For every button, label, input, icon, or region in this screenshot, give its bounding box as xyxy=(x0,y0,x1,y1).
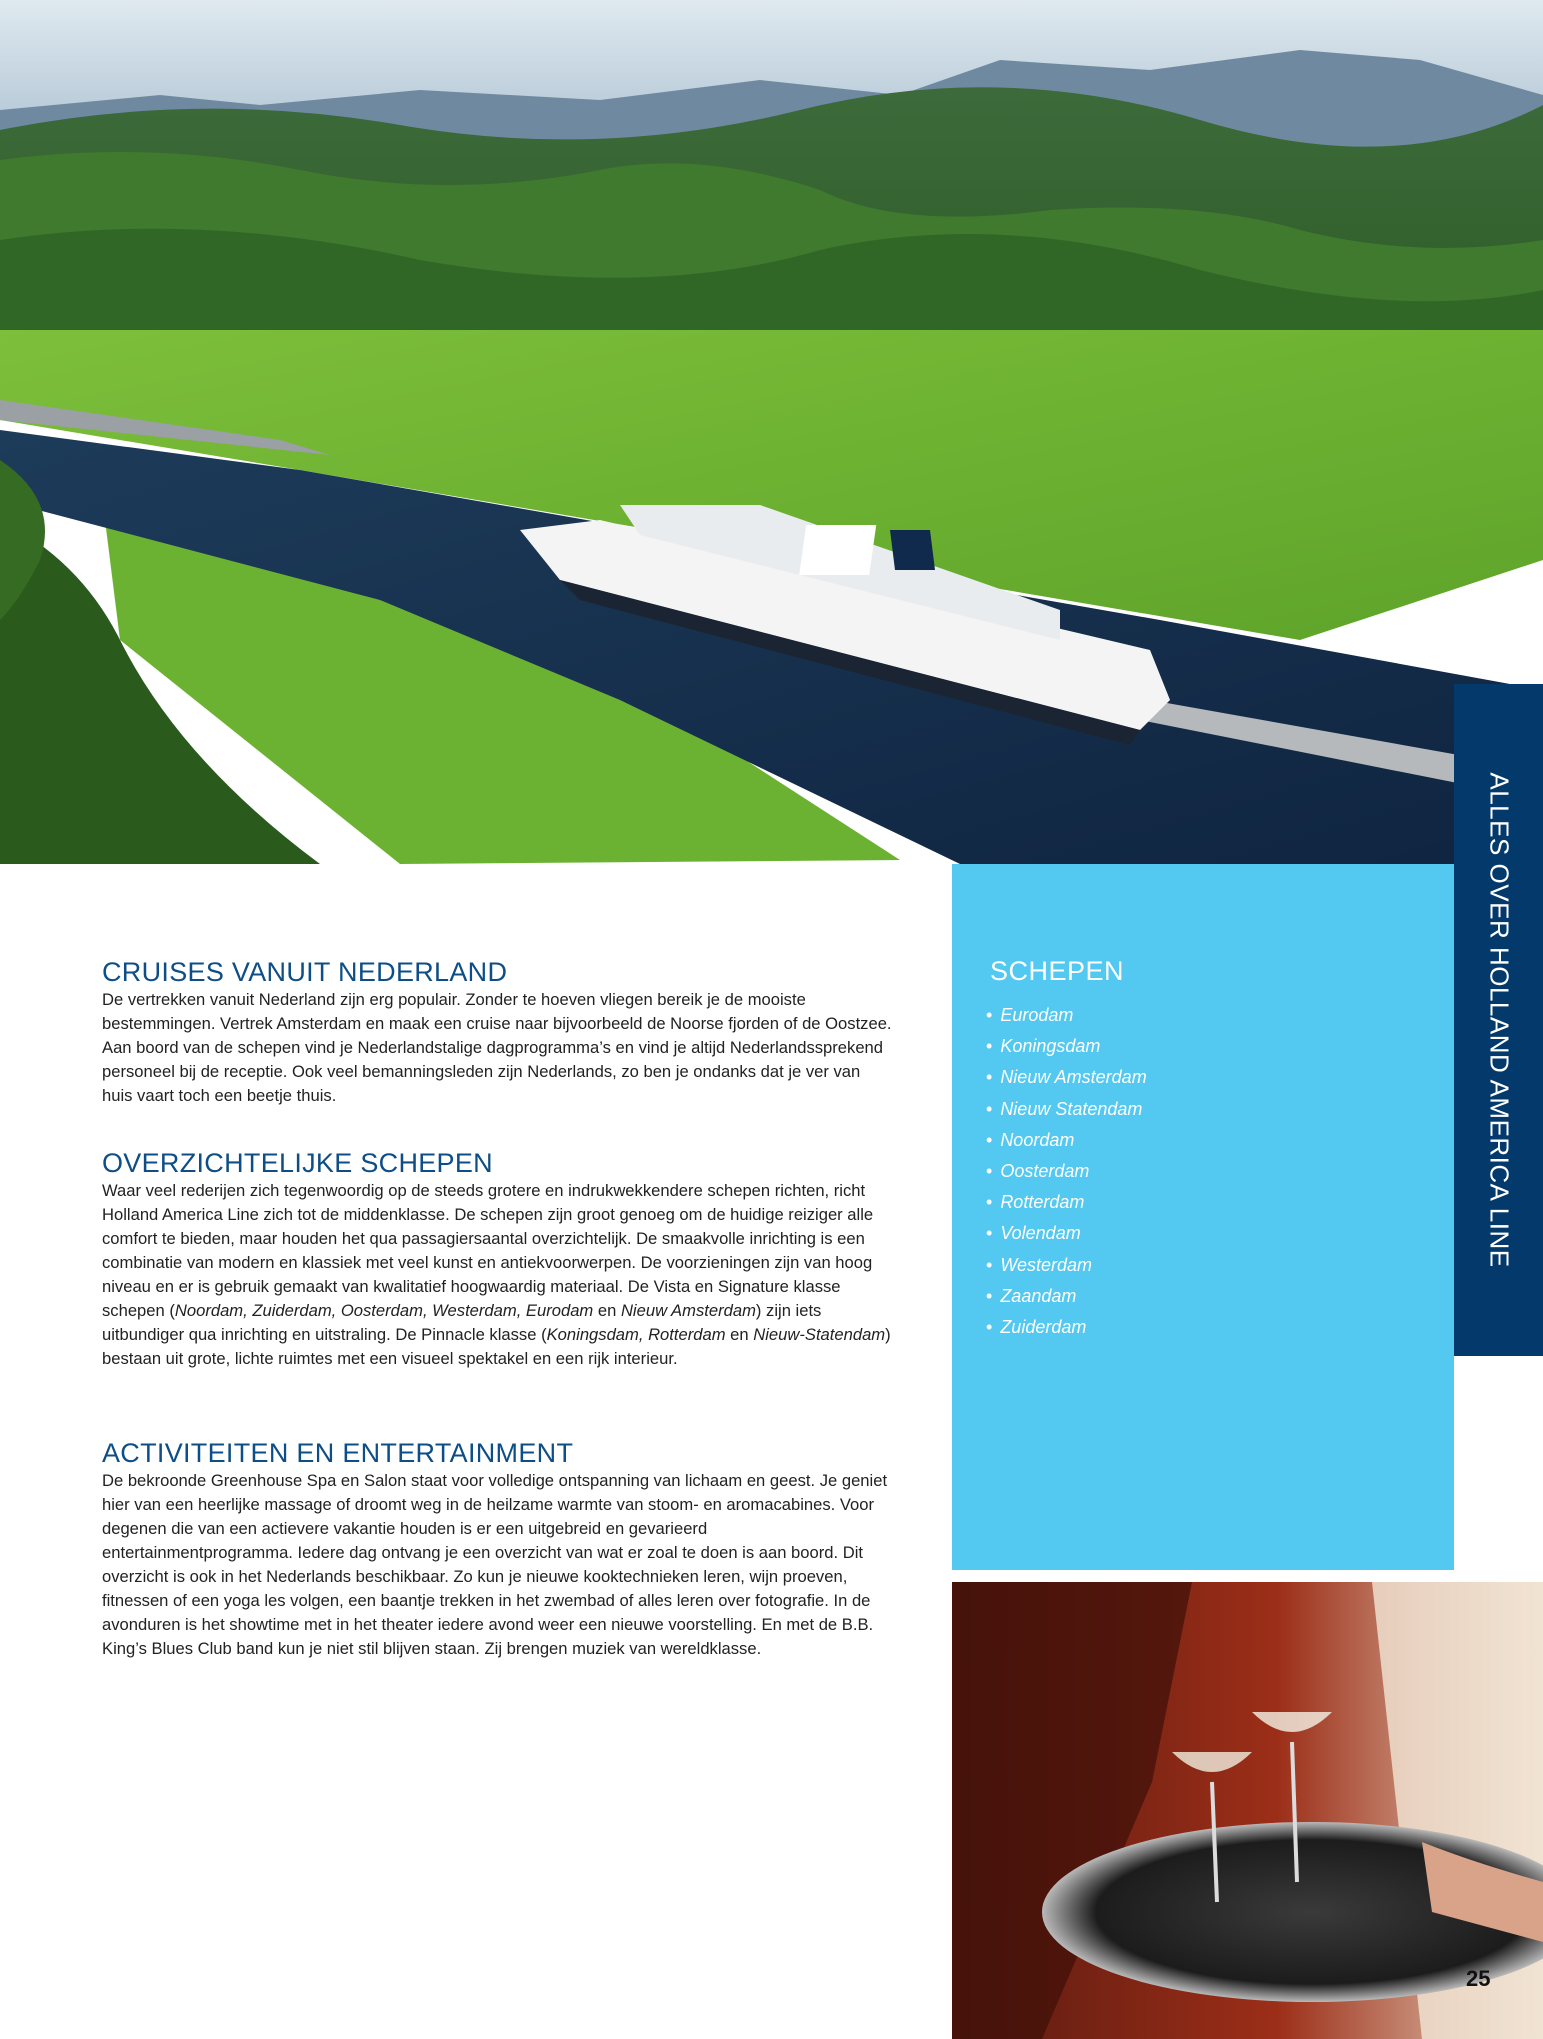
ship-list-item: • Nieuw Amsterdam xyxy=(986,1062,1147,1093)
cocktail-tray-photo xyxy=(952,1582,1543,2039)
ships-list xyxy=(986,1000,1147,1343)
section-activiteiten-en-entertainment xyxy=(102,1437,892,1661)
section-body: De vertrekken vanuit Nederland zijn erg populair. Zonder te hoeven vliegen bereik je de mooiste bestemmingen. Vertrek Amsterdam en maak een cruise naar bijvoorbeeld de Noorse fjorden of de Oostzee. Aan boord van de schepen vind je Nederlandstalige dagprogramma’s en vind je altijd Nederlandssprekend personeel bij de receptie. Ook veel bemanningsleden zijn Nederlands, zo ben je ondanks dat je ver van huis vaart toch een beetje thuis. xyxy=(102,990,892,1105)
ships-title: SCHEPEN xyxy=(990,956,1125,986)
ship-list-item: • Rotterdam xyxy=(986,1187,1147,1218)
ship-list-item: • Eurodam xyxy=(986,1000,1147,1031)
ship-list-item: • Koningsdam xyxy=(986,1031,1147,1062)
ship-list-item: • Westerdam xyxy=(986,1250,1147,1281)
page-number: 25 xyxy=(1466,1966,1491,1991)
section-body: De bekroonde Greenhouse Spa en Salon staat voor volledige ontspanning van lichaam en geest. Je geniet hier van een heerlijke massage of droomt weg in de heilzame warmte van stoom- en aromacabines. Voor degenen die van een actievere vakantie houden is er een uitgebreid en gevarieerd entertainmentprogramma. Iedere dag ontvang je een overzicht van wat er zoal te doen is aan boord. Dit overzicht is ook in het Nederlands beschikbaar. Zo kun je nieuwe kooktechnieken leren, wijn proeven, fitnessen of een yoga les volgen, een baantje trekken in het zwembad of alles leren over fotografie. In de avonduren is het showtime met in het theater iedere avond weer een nieuwe voorstelling. En met de B.B. King’s Blues Club band kun je niet stil blijven staan. Zij brengen muziek van wereldklasse. xyxy=(102,1471,888,1658)
section-title: OVERZICHTELIJKE SCHEPEN xyxy=(102,1148,493,1178)
ship-list-item: • Oosterdam xyxy=(986,1156,1147,1187)
sidebar-tab xyxy=(1454,684,1543,1356)
ship-list-item: • Zuiderdam xyxy=(986,1312,1147,1343)
section-title: CRUISES VANUIT NEDERLAND xyxy=(102,957,508,987)
ship-list-item: • Nieuw Statendam xyxy=(986,1094,1147,1125)
ships-panel xyxy=(952,864,1454,1570)
section-overzichtelijke-schepen xyxy=(102,1147,892,1371)
ship-list-item: • Zaandam xyxy=(986,1281,1147,1312)
section-body: Waar veel rederijen zich tegenwoordig op de steeds grotere en indrukwekkendere schepen richten, richt Holland America Line zich tot de middenklasse. De schepen zijn groot genoeg om de huidige reiziger alle comfort te bieden, maar houden het qua passagiersaantal overzichtelijk. De smaakvolle inrichting is een combinatie van modern en klassiek met veel kunst en antiekvoorwerpen. De voorzieningen zijn van hoog niveau en er is gebruik gemaakt van kwalitatief hoogwaardig materiaal. De Vista en Signature klasse schepen (Noordam, Zuiderdam, Oosterdam, Westerdam, Eurodam en Nieuw Amsterdam) zijn iets uitbundiger qua inrichting en uitstraling. De Pinnacle klasse (Koningsdam, Rotterdam en Nieuw-Statendam) bestaan uit grote, lichte ruimtes met een visueel spektakel en een rijk interieur. xyxy=(102,1181,891,1368)
ship-list-item: • Noordam xyxy=(986,1125,1147,1156)
sidebar-label: ALLES OVER HOLLAND AMERICA LINE xyxy=(1484,772,1514,1268)
hero-photo-panama-canal xyxy=(0,0,1543,864)
canal-landscape-illustration xyxy=(0,0,1543,864)
section-title: ACTIVITEITEN EN ENTERTAINMENT xyxy=(102,1438,574,1468)
cocktail-illustration xyxy=(952,1582,1543,2039)
ship-list-item: • Volendam xyxy=(986,1218,1147,1249)
section-cruises-vanuit-nederland xyxy=(102,956,892,1108)
